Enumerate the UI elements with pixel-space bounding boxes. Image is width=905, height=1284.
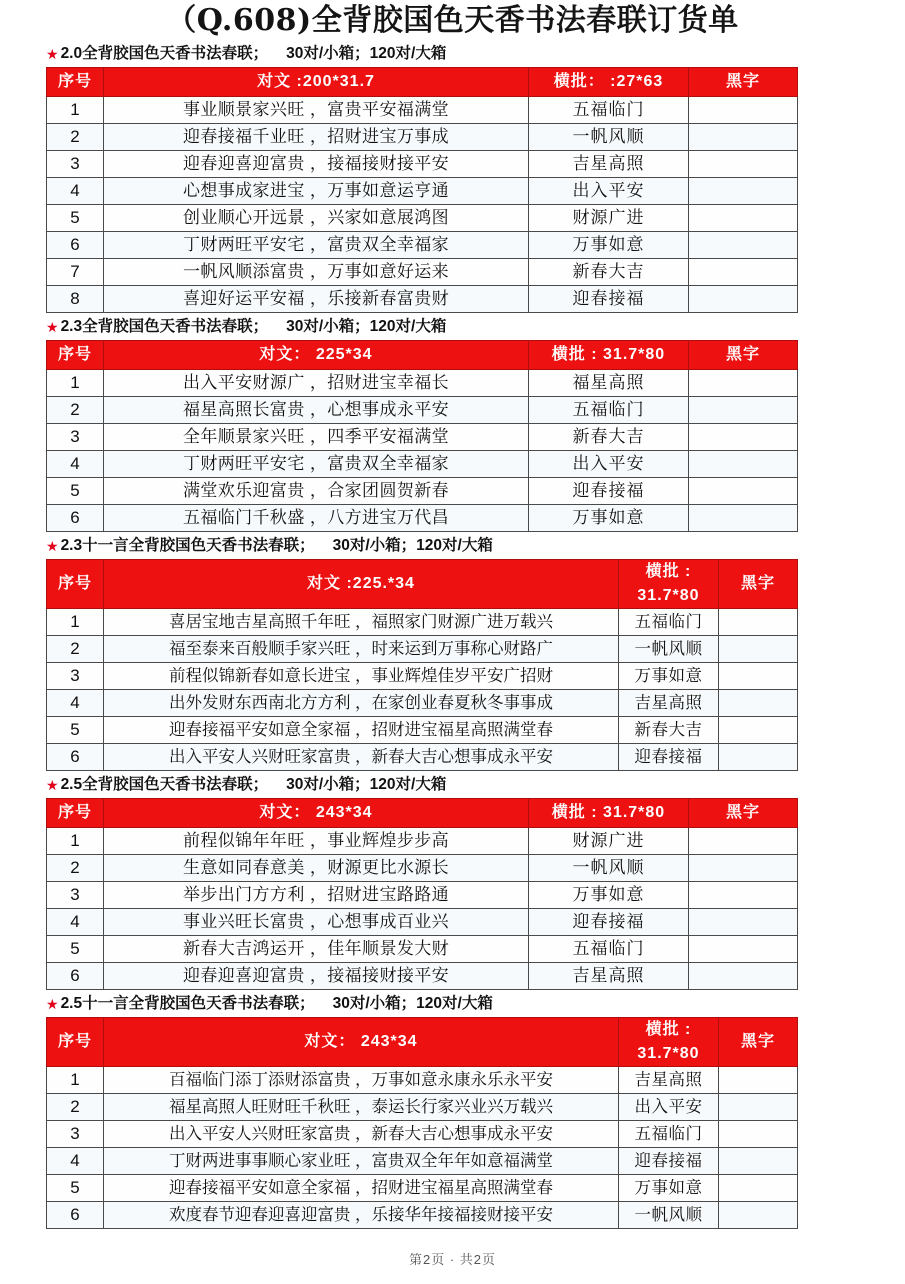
cell-banner-text: 新春大吉: [529, 424, 689, 451]
cell-index: 2: [47, 124, 104, 151]
cell-banner-text: 福星高照: [529, 370, 689, 397]
table-row: [47, 151, 798, 178]
cell-banner-text: 万事如意: [529, 232, 689, 259]
cell-banner-text: 万事如意: [619, 1175, 719, 1202]
table-row: [47, 855, 798, 882]
cell-couplet-text: 迎春迎喜迎富贵 ，接福接财接平安: [104, 151, 529, 178]
cell-couplet-text: 迎春接福平安如意全家福 ，招财进宝福星高照满堂春: [104, 717, 619, 744]
product-section: [36, 313, 869, 532]
order-table: [46, 798, 798, 990]
cell-index: 2: [47, 636, 104, 663]
cell-index: 2: [47, 1094, 104, 1121]
section-heading-packing: 30对/小箱；120对/大箱: [286, 318, 447, 335]
cell-banner-text: 五福临门: [619, 609, 719, 636]
table-row: [47, 744, 798, 771]
cell-banner-text: 新春大吉: [529, 259, 689, 286]
cell-banner-text: 迎春接福: [529, 909, 689, 936]
column-header-couplet: 对文： 243*34: [104, 1018, 619, 1067]
cell-couplet-text: 迎春接福平安如意全家福 ，招财进宝福星高照满堂春: [104, 1175, 619, 1202]
cell-order-quantity[interactable]: [689, 855, 798, 882]
cell-couplet-text: 丁财两旺平安宅 ，富贵双全幸福家: [104, 451, 529, 478]
table-row: [47, 370, 798, 397]
cell-order-quantity[interactable]: [689, 151, 798, 178]
order-form-page: [0, 4, 905, 1284]
cell-couplet-text: 五福临门千秋盛 ，八方进宝万代昌: [104, 505, 529, 532]
table-row: [47, 609, 798, 636]
cell-banner-text: 万事如意: [529, 882, 689, 909]
table-row: [47, 397, 798, 424]
table-row: [47, 663, 798, 690]
cell-order-quantity[interactable]: [689, 909, 798, 936]
cell-order-quantity[interactable]: [689, 205, 798, 232]
cell-banner-text: 迎春接福: [619, 744, 719, 771]
cell-couplet-text: 事业顺景家兴旺 ，富贵平安福满堂: [104, 97, 529, 124]
cell-banner-text: 财源广进: [529, 828, 689, 855]
column-header-couplet: 对文 :225.*34: [104, 560, 619, 609]
cell-order-quantity[interactable]: [719, 1175, 798, 1202]
cell-order-quantity[interactable]: [719, 1121, 798, 1148]
table-row: [47, 636, 798, 663]
cell-banner-text: 财源广进: [529, 205, 689, 232]
cell-couplet-text: 满堂欢乐迎富贵 ，合家团圆贺新春: [104, 478, 529, 505]
cell-banner-text: 一帆风顺: [619, 636, 719, 663]
cell-banner-text: 出入平安: [619, 1094, 719, 1121]
cell-banner-text: 出入平安: [529, 178, 689, 205]
table-row: [47, 97, 798, 124]
cell-index: 7: [47, 259, 104, 286]
cell-index: 6: [47, 963, 104, 990]
cell-order-quantity[interactable]: [719, 609, 798, 636]
cell-index: 8: [47, 286, 104, 313]
cell-index: 5: [47, 717, 104, 744]
column-header-index: 序号: [47, 560, 104, 609]
order-table: [46, 1017, 798, 1229]
table-row: [47, 259, 798, 286]
cell-index: 4: [47, 451, 104, 478]
table-header-row: [47, 799, 798, 828]
section-heading-name: 2.5十一言全背胶国色天香书法春联；: [60, 995, 315, 1012]
cell-index: 2: [47, 397, 104, 424]
cell-order-quantity[interactable]: [689, 286, 798, 313]
cell-index: 4: [47, 690, 104, 717]
cell-order-quantity[interactable]: [719, 663, 798, 690]
cell-banner-text: 一帆风顺: [529, 124, 689, 151]
cell-couplet-text: 出入平安人兴财旺家富贵 ，新春大吉心想事成永平安: [104, 744, 619, 771]
table-header-row: [47, 560, 798, 609]
cell-index: 6: [47, 232, 104, 259]
cell-index: 3: [47, 424, 104, 451]
star-icon: ★: [46, 46, 59, 62]
section-heading-packing: 30对/小箱；120对/大箱: [332, 537, 493, 554]
cell-order-quantity[interactable]: [689, 478, 798, 505]
cell-couplet-text: 生意如同春意美 ，财源更比水源长: [104, 855, 529, 882]
cell-banner-text: 万事如意: [529, 505, 689, 532]
cell-banner-text: 迎春接福: [529, 478, 689, 505]
product-section: [36, 532, 869, 771]
table-row: [47, 124, 798, 151]
order-table: [46, 340, 798, 532]
page-title: （Q.608)全背胶国色天香书法春联订货单: [166, 3, 739, 38]
cell-couplet-text: 喜居宝地吉星高照千年旺 ，福照家门财源广进万载兴: [104, 609, 619, 636]
cell-couplet-text: 前程似锦新春如意长进宝 ，事业辉煌佳岁平安广招财: [104, 663, 619, 690]
table-header-row: [47, 1018, 798, 1067]
cell-couplet-text: 事业兴旺长富贵 ，心想事成百业兴: [104, 909, 529, 936]
table-row: [47, 690, 798, 717]
cell-order-quantity[interactable]: [689, 424, 798, 451]
cell-order-quantity[interactable]: [689, 451, 798, 478]
section-heading-packing: 30对/小箱；120对/大箱: [332, 995, 493, 1012]
cell-order-quantity[interactable]: [689, 397, 798, 424]
cell-couplet-text: 前程似锦年年旺 ，事业辉煌步步高: [104, 828, 529, 855]
column-header-couplet: 对文： 243*34: [104, 799, 529, 828]
cell-index: 6: [47, 505, 104, 532]
column-header-couplet: 对文： 225*34: [104, 341, 529, 370]
cell-couplet-text: 丁财两旺平安宅 ，富贵双全幸福家: [104, 232, 529, 259]
column-header-index: 序号: [47, 341, 104, 370]
cell-couplet-text: 百福临门添丁添财添富贵 ，万事如意永康永乐永平安: [104, 1067, 619, 1094]
cell-order-quantity[interactable]: [719, 1067, 798, 1094]
cell-couplet-text: 迎春接福千业旺 ，招财进宝万事成: [104, 124, 529, 151]
cell-couplet-text: 举步出门方方利 ，招财进宝路路通: [104, 882, 529, 909]
star-icon: ★: [46, 538, 59, 554]
section-heading: [36, 771, 869, 798]
section-heading: [36, 532, 869, 559]
cell-index: 4: [47, 178, 104, 205]
cell-banner-text: 吉星高照: [529, 963, 689, 990]
cell-index: 3: [47, 151, 104, 178]
cell-order-quantity[interactable]: [719, 1202, 798, 1229]
cell-index: 5: [47, 936, 104, 963]
cell-banner-text: 迎春接福: [529, 286, 689, 313]
section-heading-name: 2.5全背胶国色天香书法春联；: [60, 776, 269, 793]
cell-couplet-text: 全年顺景家兴旺 ，四季平安福满堂: [104, 424, 529, 451]
cell-couplet-text: 出入平安人兴财旺家富贵 ，新春大吉心想事成永平安: [104, 1121, 619, 1148]
cell-index: 1: [47, 97, 104, 124]
order-table: [46, 559, 798, 771]
cell-order-quantity[interactable]: [689, 178, 798, 205]
column-header-index: 序号: [47, 799, 104, 828]
cell-couplet-text: 迎春迎喜迎富贵 ，接福接财接平安: [104, 963, 529, 990]
cell-index: 3: [47, 663, 104, 690]
table-header-row: [47, 68, 798, 97]
cell-banner-text: 万事如意: [619, 663, 719, 690]
cell-order-quantity[interactable]: [719, 1148, 798, 1175]
cell-order-quantity[interactable]: [689, 963, 798, 990]
column-header-blacktext: 黑字: [719, 560, 798, 609]
cell-banner-text: 新春大吉: [619, 717, 719, 744]
cell-order-quantity[interactable]: [689, 828, 798, 855]
cell-banner-text: 吉星高照: [619, 690, 719, 717]
cell-couplet-text: 福至泰来百般顺手家兴旺 ，时来运到万事称心财路广: [104, 636, 619, 663]
cell-order-quantity[interactable]: [689, 505, 798, 532]
cell-couplet-text: 新春大吉鸿运开 ，佳年顺景发大财: [104, 936, 529, 963]
cell-banner-text: 五福临门: [529, 97, 689, 124]
cell-banner-text: 五福临门: [529, 936, 689, 963]
cell-order-quantity[interactable]: [719, 1094, 798, 1121]
cell-banner-text: 吉星高照: [529, 151, 689, 178]
cell-index: 1: [47, 828, 104, 855]
cell-couplet-text: 喜迎好运平安福 ，乐接新春富贵财: [104, 286, 529, 313]
cell-order-quantity[interactable]: [689, 936, 798, 963]
cell-index: 5: [47, 1175, 104, 1202]
cell-banner-text: 五福临门: [619, 1121, 719, 1148]
column-header-blacktext: 黑字: [689, 799, 798, 828]
column-header-banner: 横批： :27*63: [529, 68, 689, 97]
table-row: [47, 882, 798, 909]
column-header-banner: 横批 : 31.7*80: [529, 799, 689, 828]
column-header-banner: 横批 : 31.7*80: [529, 341, 689, 370]
table-row: [47, 1094, 798, 1121]
table-row: [47, 451, 798, 478]
section-heading: [36, 990, 869, 1017]
cell-order-quantity[interactable]: [719, 690, 798, 717]
column-header-index: 序号: [47, 1018, 104, 1067]
cell-banner-text: 吉星高照: [619, 1067, 719, 1094]
section-heading-packing: 30对/小箱；120对/大箱: [286, 776, 447, 793]
cell-couplet-text: 欢度春节迎春迎喜迎富贵 ，乐接华年接福接财接平安: [104, 1202, 619, 1229]
section-heading-name: 2.3十一言全背胶国色天香书法春联；: [60, 537, 315, 554]
cell-banner-text: 出入平安: [529, 451, 689, 478]
page-footer: 第2页 · 共2页: [408, 1252, 496, 1267]
cell-index: 6: [47, 1202, 104, 1229]
cell-index: 1: [47, 370, 104, 397]
table-row: [47, 1148, 798, 1175]
product-section: [36, 990, 869, 1229]
table-header-row: [47, 341, 798, 370]
cell-banner-text: 迎春接福: [619, 1148, 719, 1175]
cell-couplet-text: 出外发财东西南北方方利 ，在家创业春夏秋冬事事成: [104, 690, 619, 717]
cell-index: 4: [47, 909, 104, 936]
cell-banner-text: 五福临门: [529, 397, 689, 424]
table-row: [47, 205, 798, 232]
sections-container: [36, 40, 869, 1229]
column-header-banner: 横批 : 31.7*80: [619, 560, 719, 609]
cell-index: 4: [47, 1148, 104, 1175]
section-heading: [36, 40, 869, 67]
cell-couplet-text: 创业顺心开远景 ，兴家如意展鸿图: [104, 205, 529, 232]
product-section: [36, 771, 869, 990]
cell-index: 3: [47, 1121, 104, 1148]
section-heading: [36, 313, 869, 340]
table-row: [47, 963, 798, 990]
table-row: [47, 1067, 798, 1094]
cell-index: 5: [47, 205, 104, 232]
cell-order-quantity[interactable]: [719, 744, 798, 771]
cell-index: 6: [47, 744, 104, 771]
table-row: [47, 178, 798, 205]
cell-order-quantity[interactable]: [689, 259, 798, 286]
table-row: [47, 828, 798, 855]
cell-order-quantity[interactable]: [689, 882, 798, 909]
cell-couplet-text: 一帆风顺添富贵 ，万事如意好运来: [104, 259, 529, 286]
table-row: [47, 1121, 798, 1148]
table-row: [47, 717, 798, 744]
cell-order-quantity[interactable]: [719, 717, 798, 744]
column-header-banner: 横批 : 31.7*80: [619, 1018, 719, 1067]
cell-index: 2: [47, 855, 104, 882]
cell-order-quantity[interactable]: [689, 370, 798, 397]
cell-index: 1: [47, 1067, 104, 1094]
column-header-couplet: 对文 :200*31.7: [104, 68, 529, 97]
column-header-index: 序号: [47, 68, 104, 97]
section-heading-packing: 30对/小箱；120对/大箱: [286, 45, 447, 62]
cell-index: 1: [47, 609, 104, 636]
column-header-blacktext: 黑字: [689, 68, 798, 97]
cell-index: 3: [47, 882, 104, 909]
table-row: [47, 286, 798, 313]
order-table: [46, 67, 798, 313]
section-heading-name: 2.0全背胶国色天香书法春联；: [60, 45, 269, 62]
table-row: [47, 1202, 798, 1229]
cell-couplet-text: 福星高照长富贵 ，心想事成永平安: [104, 397, 529, 424]
section-heading-name: 2.3全背胶国色天香书法春联；: [60, 318, 269, 335]
cell-index: 5: [47, 478, 104, 505]
star-icon: ★: [46, 319, 59, 335]
table-row: [47, 909, 798, 936]
product-section: [36, 40, 869, 313]
table-row: [47, 1175, 798, 1202]
table-row: [47, 478, 798, 505]
cell-couplet-text: 出入平安财源广 ，招财进宝幸福长: [104, 370, 529, 397]
table-row: [47, 232, 798, 259]
table-row: [47, 505, 798, 532]
star-icon: ★: [46, 996, 59, 1012]
star-icon: ★: [46, 777, 59, 793]
cell-order-quantity[interactable]: [689, 97, 798, 124]
table-row: [47, 936, 798, 963]
column-header-blacktext: 黑字: [719, 1018, 798, 1067]
cell-order-quantity[interactable]: [689, 124, 798, 151]
table-row: [47, 424, 798, 451]
column-header-blacktext: 黑字: [689, 341, 798, 370]
cell-order-quantity[interactable]: [719, 636, 798, 663]
cell-couplet-text: 福星高照人旺财旺千秋旺 ，泰运长行家兴业兴万载兴: [104, 1094, 619, 1121]
cell-couplet-text: 丁财两进事事顺心家业旺 ，富贵双全年年如意福满堂: [104, 1148, 619, 1175]
cell-banner-text: 一帆风顺: [619, 1202, 719, 1229]
cell-order-quantity[interactable]: [689, 232, 798, 259]
cell-couplet-text: 心想事成家进宝 ，万事如意运亨通: [104, 178, 529, 205]
cell-banner-text: 一帆风顺: [529, 855, 689, 882]
